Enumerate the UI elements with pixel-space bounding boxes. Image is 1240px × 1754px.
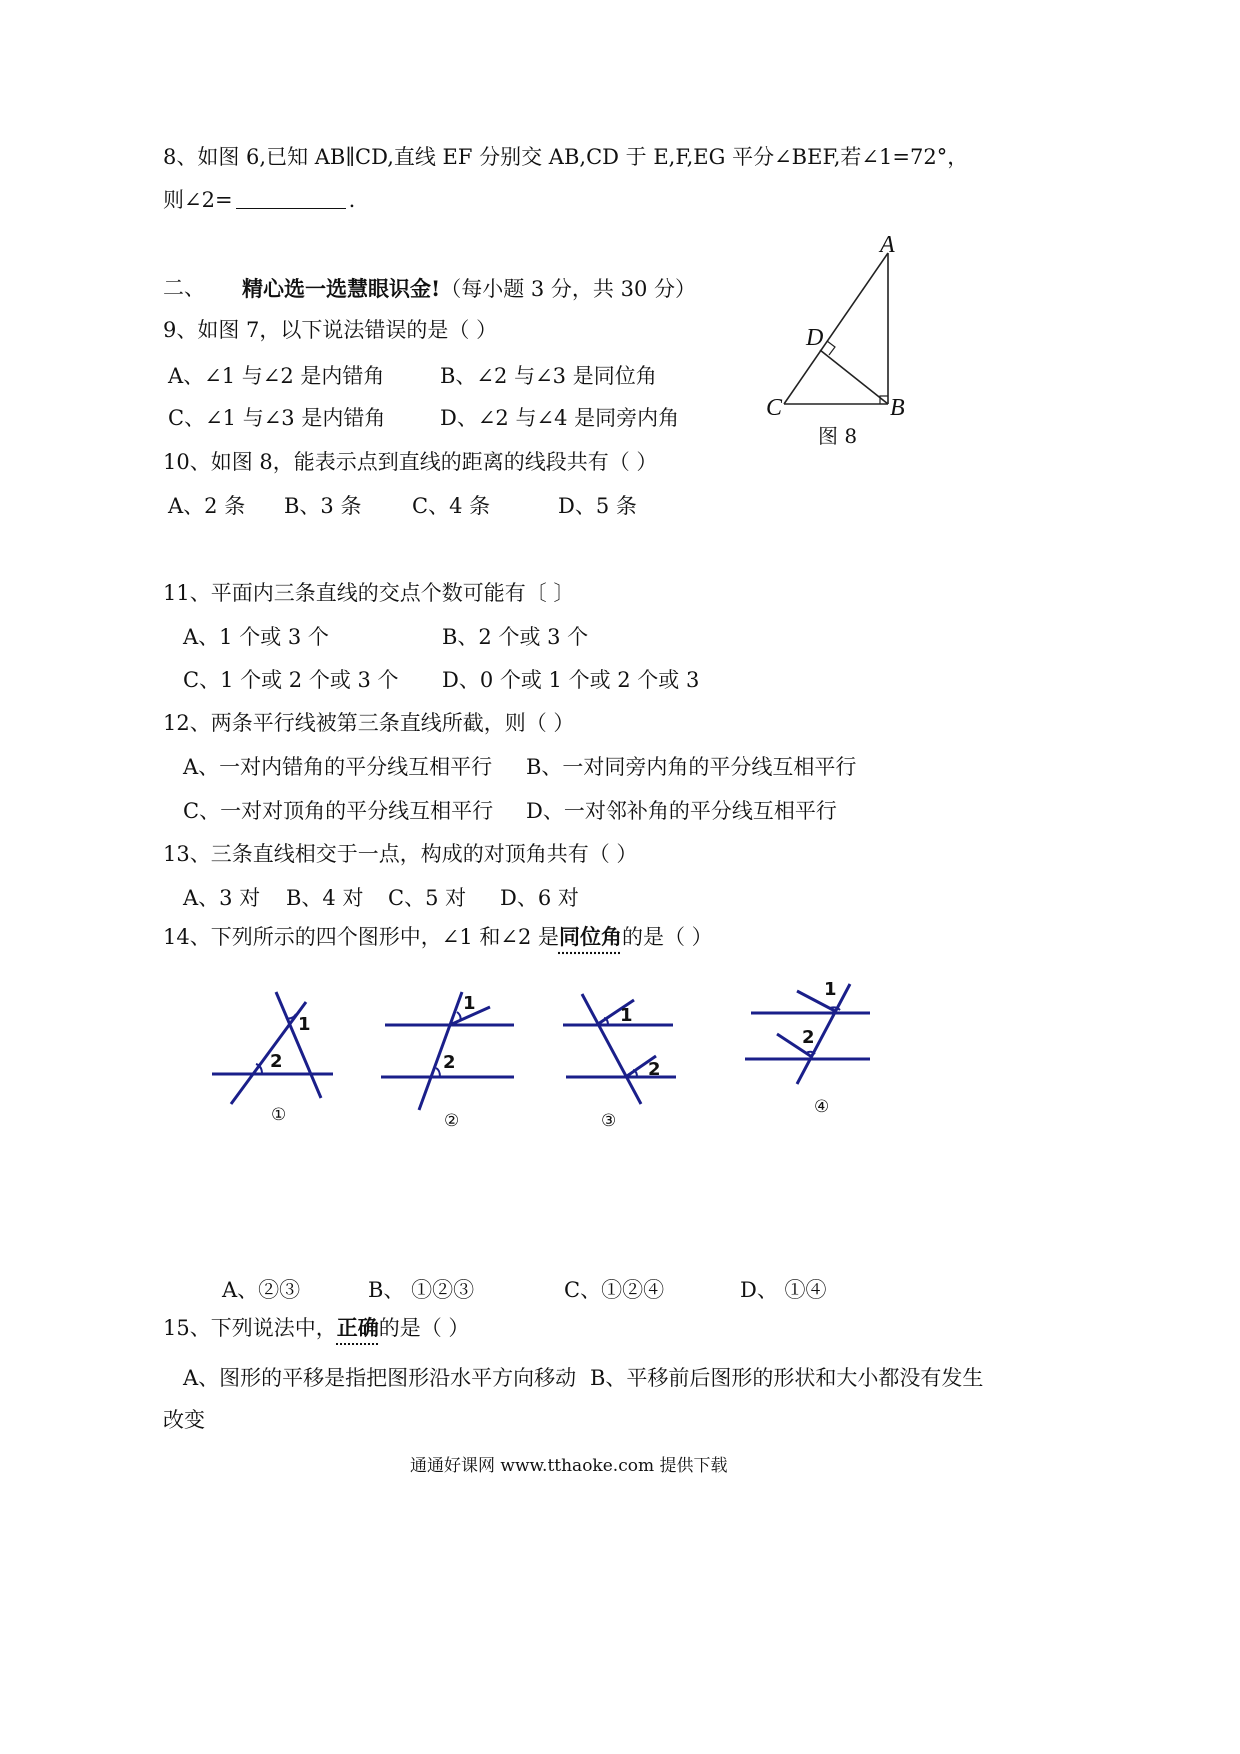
q13-option-d: D、6 对 [500,886,579,910]
fig8-label-d: D [806,325,824,351]
fig8-caption: 图 8 [818,424,858,448]
q12-stem: 12、两条平行线被第三条直线所截，则（ ） [163,711,575,735]
section2-note: （每小题 3 分，共 30 分） [440,277,697,301]
section2-title-text: 精心选一选慧眼识金! [242,276,441,301]
fig8-label-b: B [890,395,905,421]
q12-option-b: B、一对同旁内角的平分线互相平行 [526,755,857,779]
q10-option-b: B、3 条 [284,494,362,518]
q8-line1: 8、如图 6,已知 AB∥CD,直线 EF 分别交 AB,CD 于 E,F,EG 平分∠BEF,若∠1=72°， [163,145,969,169]
q14-stem-emphasis: 同位角 [558,924,622,949]
q14-option-b: B、 ①②③ [368,1278,475,1302]
fig3-angle-label-1: 1 [620,1005,633,1026]
q12-option-d: D、一对邻补角的平分线互相平行 [526,799,837,823]
q13-stem: 13、三条直线相交于一点，构成的对顶角共有（ ） [163,842,638,866]
q12-option-a: A、一对内错角的平分线互相平行 [183,755,493,779]
q10-option-c: C、4 条 [412,494,491,518]
q8-line2-suffix: . [348,188,356,212]
q11-option-c: C、1 个或 2 个或 3 个 [183,668,399,692]
q14-stem-b: 的是（ ） [621,925,713,949]
q9-option-d: D、∠2 与∠4 是同旁内角 [440,406,680,430]
fig4-angle-label-1: 1 [824,979,837,1000]
q14-option-a: A、②③ [222,1278,301,1302]
q14-stem-a: 14、下列所示的四个图形中，∠1 和∠2 是 [163,925,559,949]
fig3-caption: ③ [601,1111,617,1131]
q8-line2-prefix: 则∠2= [163,188,233,212]
q14-option-c: C、①②④ [564,1278,665,1302]
fig2-caption: ② [444,1111,460,1131]
q9-option-b: B、∠2 与∠3 是同位角 [440,364,657,388]
q13-option-b: B、4 对 [286,886,364,910]
q13-option-c: C、5 对 [388,886,467,910]
q11-option-d: D、0 个或 1 个或 2 个或 3 [442,668,700,692]
q15-stem-b: 的是（ ） [378,1316,470,1340]
q9-stem: 9、如图 7，以下说法错误的是（ ） [163,318,498,342]
q15-stem [163,1317,469,1339]
q15-option-a: A、图形的平移是指把图形沿水平方向移动 [183,1366,577,1390]
fig8-segment-db [820,350,888,404]
q10-stem: 10、如图 8，能表示点到直线的距离的线段共有（ ） [163,450,658,474]
q11-stem: 11、平面内三条直线的交点个数可能有〔 〕 [163,581,575,605]
q15-stem-a: 15、下列说法中， [163,1316,337,1340]
q13-option-a: A、3 对 [183,886,261,910]
page-footer: 通通好课网 www.tthaoke.com 提供下载 [410,1456,728,1476]
q15-stem-emphasis: 正确 [336,1315,379,1340]
fig8-label-a: A [880,232,895,258]
q12-option-c: C、一对对顶角的平分线互相平行 [183,799,494,823]
fig4-angle-label-2: 2 [802,1027,815,1048]
fig2-angle-label-2: 2 [443,1052,456,1073]
section2-number: 二、 [163,276,205,300]
q9-option-a: A、∠1 与∠2 是内错角 [168,364,385,388]
q15-option-b: B、平移前后图形的形状和大小都没有发生 [590,1366,984,1390]
q11-option-b: B、2 个或 3 个 [442,625,589,649]
fig8-label-c: C [766,395,783,421]
fig8-segment-ca [784,253,888,404]
fig1-angle-label-2: 2 [270,1051,283,1072]
fig2-angle-label-1: 1 [463,993,476,1014]
q9-option-c: C、∠1 与∠3 是内错角 [168,406,386,430]
fig8-right-angle-d [827,341,835,355]
fig1-caption: ① [271,1105,287,1125]
q14-option-d: D、 ①④ [740,1278,827,1302]
q10-option-a: A、2 条 [168,494,246,518]
q10-option-d: D、5 条 [558,494,637,518]
q11-option-a: A、1 个或 3 个 [183,625,329,649]
fig3-angle-label-2: 2 [648,1059,661,1080]
fig4-caption: ④ [814,1097,830,1117]
q15-option-b-continued: 改变 [163,1408,205,1432]
fig1-angle-label-1: 1 [298,1014,311,1035]
